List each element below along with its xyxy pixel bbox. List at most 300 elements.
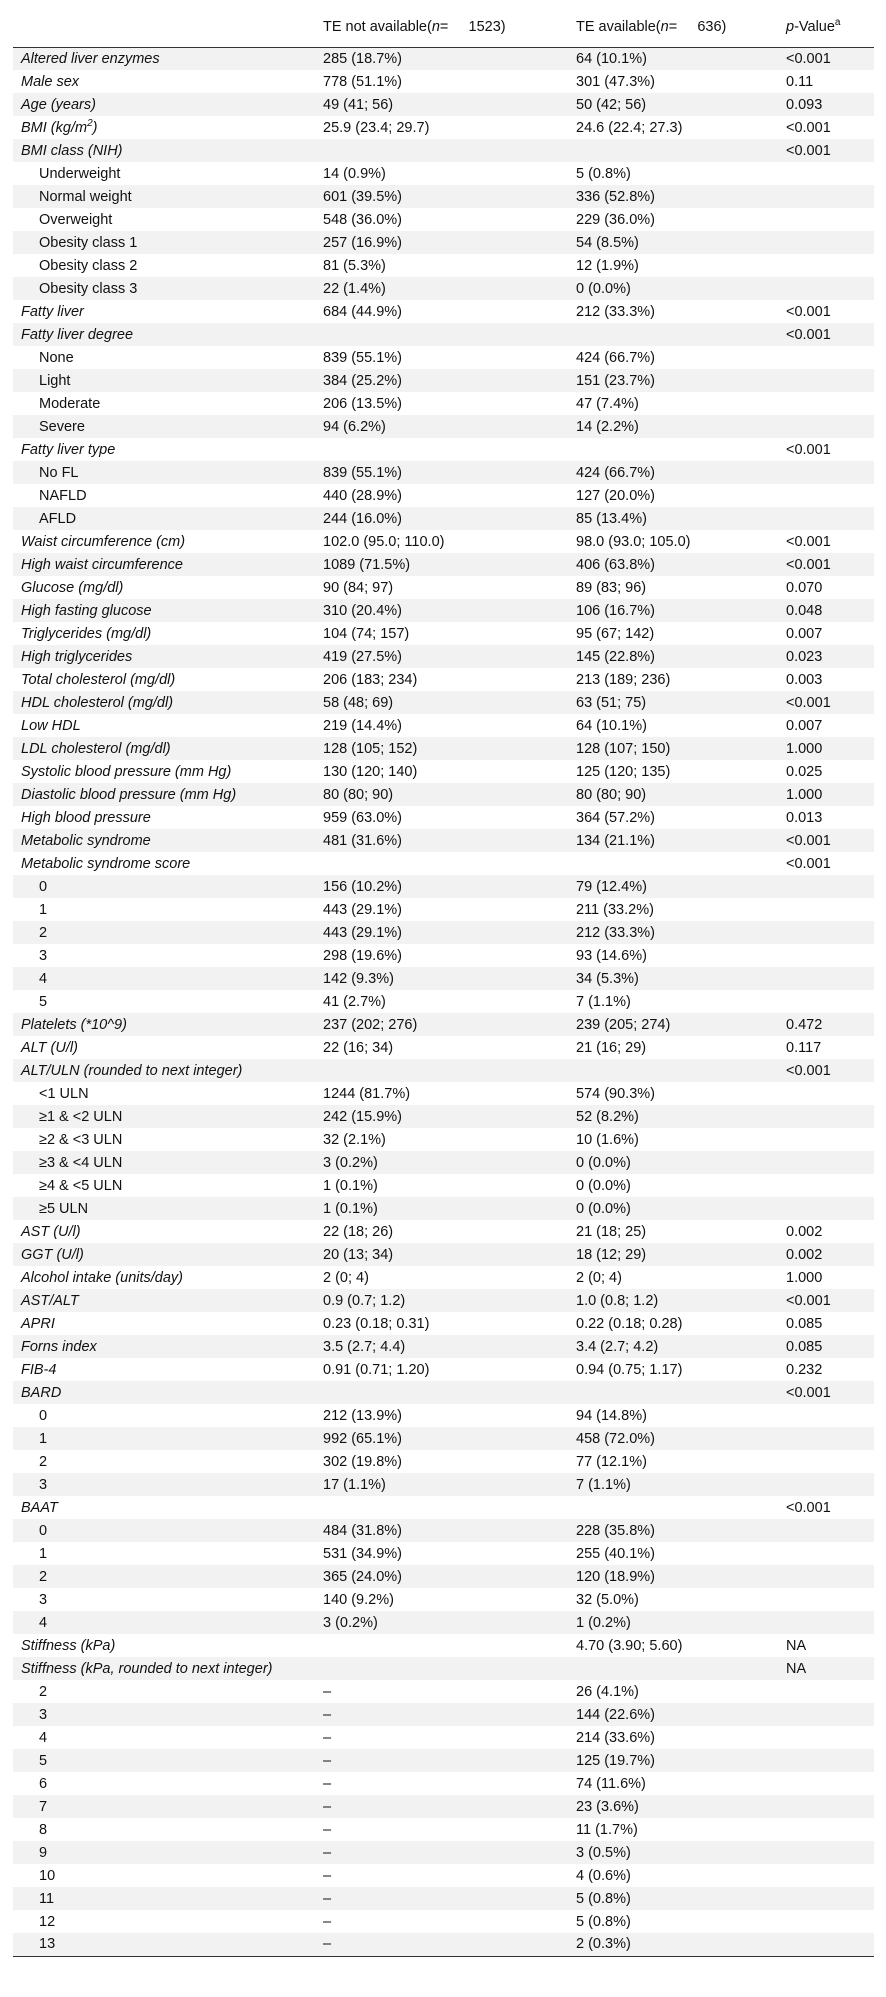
table-row xyxy=(13,1611,874,1634)
cell-te-available: 0.94 (0.75; 1.17) xyxy=(576,1361,683,1378)
table-row xyxy=(13,1289,874,1312)
row-label xyxy=(13,783,315,806)
cell-te-available: 336 (52.8%) xyxy=(576,188,655,205)
cell-p-value: 0.232 xyxy=(786,1361,823,1378)
cell-te-not-available: 3.5 (2.7; 4.4) xyxy=(323,1338,406,1355)
header-p-value-p: p xyxy=(786,18,795,35)
table-row xyxy=(13,47,874,70)
table-row xyxy=(13,208,874,231)
cell-te-available: 1 (0.2%) xyxy=(576,1614,631,1631)
row-label-text: 2 xyxy=(39,1683,48,1700)
cell-te-not-available: 2 (0; 4) xyxy=(323,1269,369,1286)
row-label xyxy=(13,1036,315,1059)
cell-te-available: 52 (8.2%) xyxy=(576,1108,639,1125)
row-label xyxy=(13,1381,315,1404)
cell-te-not-available: 778 (51.1%) xyxy=(323,73,402,90)
cell-te-not-available: 310 (20.4%) xyxy=(323,602,402,619)
table-row xyxy=(13,461,874,484)
cell-te-not-available: 443 (29.1%) xyxy=(323,924,402,941)
cell-te-available: 85 (13.4%) xyxy=(576,510,647,527)
row-label-text: 0 xyxy=(39,1407,48,1424)
table-row xyxy=(13,1841,874,1864)
row-label-text: AFLD xyxy=(39,510,77,527)
table-row xyxy=(13,760,874,783)
cell-p-value: 0.002 xyxy=(786,1223,823,1240)
row-label xyxy=(13,1059,315,1082)
row-label xyxy=(13,1749,315,1772)
cell-p-value: 0.025 xyxy=(786,763,823,780)
row-label xyxy=(13,668,315,691)
cell-te-not-available xyxy=(315,1381,568,1404)
cell-te-available xyxy=(568,438,778,461)
row-label xyxy=(13,967,315,990)
table-row xyxy=(13,599,874,622)
cell-p-value xyxy=(778,1473,874,1496)
cell-te-not-available: 839 (55.1%) xyxy=(323,349,402,366)
cell-p-value xyxy=(778,1519,874,1542)
row-label-text: 4 xyxy=(39,1614,48,1631)
table-row xyxy=(13,553,874,576)
cell-te-available: 239 (205; 274) xyxy=(576,1016,671,1033)
table-row xyxy=(13,116,874,139)
row-label-text: Diastolic blood pressure (mm Hg) xyxy=(21,786,237,803)
table-row xyxy=(13,1795,874,1818)
row-label-text: 4 xyxy=(39,1729,48,1746)
table-row xyxy=(13,1381,874,1404)
row-label-text: 5 xyxy=(39,1752,48,1769)
row-label-text: <1 ULN xyxy=(39,1085,89,1102)
table-body xyxy=(13,47,874,1956)
cell-te-not-available xyxy=(315,139,568,162)
cell-p-value: <0.001 xyxy=(786,1292,831,1309)
table-row xyxy=(13,139,874,162)
cell-te-available: 89 (83; 96) xyxy=(576,579,647,596)
cell-p-value xyxy=(778,967,874,990)
row-label-text: 7 xyxy=(39,1798,48,1815)
row-label-text: 12 xyxy=(39,1913,56,1930)
cell-te-available: 14 (2.2%) xyxy=(576,418,639,435)
row-label xyxy=(13,1473,315,1496)
row-label-text: Forns index xyxy=(21,1338,97,1355)
cell-te-available: 1.0 (0.8; 1.2) xyxy=(576,1292,659,1309)
row-label xyxy=(13,990,315,1013)
comparison-table xyxy=(13,7,874,1957)
cell-p-value xyxy=(778,208,874,231)
cell-te-not-available: – xyxy=(315,1933,568,1956)
cell-te-not-available: 839 (55.1%) xyxy=(323,464,402,481)
row-label-text: ≥5 ULN xyxy=(39,1200,89,1217)
cell-te-not-available: 481 (31.6%) xyxy=(323,832,402,849)
cell-te-available xyxy=(568,1657,778,1680)
row-label xyxy=(13,1312,315,1335)
row-label-text: ≥1 & <2 ULN xyxy=(39,1108,123,1125)
cell-te-not-available: 548 (36.0%) xyxy=(323,211,402,228)
cell-p-value xyxy=(778,461,874,484)
row-label-text: GGT (U/l) xyxy=(21,1246,84,1263)
cell-te-available: 134 (21.1%) xyxy=(576,832,655,849)
cell-te-available: 145 (22.8%) xyxy=(576,648,655,665)
cell-te-not-available xyxy=(315,323,568,346)
cell-te-not-available: 1244 (81.7%) xyxy=(323,1085,411,1102)
row-label-text: Platelets (*10^9) xyxy=(21,1016,127,1033)
cell-te-not-available: – xyxy=(323,1683,332,1700)
cell-te-not-available: – xyxy=(323,1867,332,1884)
row-label-text: 13 xyxy=(39,1936,56,1953)
row-label xyxy=(13,599,315,622)
cell-te-available: 7 (1.1%) xyxy=(576,1476,631,1493)
cell-te-available: 79 (12.4%) xyxy=(576,878,647,895)
row-label xyxy=(13,806,315,829)
cell-te-available: 106 (16.7%) xyxy=(576,602,655,619)
cell-te-available xyxy=(568,1496,778,1519)
cell-te-not-available xyxy=(315,1634,568,1657)
cell-p-value xyxy=(778,944,874,967)
cell-te-available: 21 (18; 25) xyxy=(576,1223,647,1240)
cell-p-value: <0.001 xyxy=(786,1062,831,1079)
row-label-text: BMI class (NIH) xyxy=(21,142,123,159)
cell-p-value xyxy=(778,1588,874,1611)
cell-te-not-available: 0.23 (0.18; 0.31) xyxy=(323,1315,430,1332)
table-row xyxy=(13,1565,874,1588)
table-row xyxy=(13,1726,874,1749)
cell-p-value xyxy=(778,1841,874,1864)
row-label-text: Severe xyxy=(39,418,85,435)
row-label-text: Metabolic syndrome xyxy=(21,832,151,849)
cell-te-available: 5 (0.8%) xyxy=(576,1890,631,1907)
cell-te-available: 47 (7.4%) xyxy=(576,395,639,412)
cell-te-available: 2 (0.3%) xyxy=(568,1933,778,1956)
cell-p-value xyxy=(778,484,874,507)
cell-te-not-available: 104 (74; 157) xyxy=(323,625,410,642)
cell-p-value xyxy=(778,1565,874,1588)
row-label xyxy=(13,1795,315,1818)
cell-p-value: <0.001 xyxy=(786,832,831,849)
cell-te-not-available: 22 (16; 34) xyxy=(323,1039,394,1056)
cell-p-value: 0.007 xyxy=(786,717,823,734)
cell-te-not-available: 1 (0.1%) xyxy=(323,1200,378,1217)
cell-te-available: 128 (107; 150) xyxy=(576,740,671,757)
row-label xyxy=(13,254,315,277)
cell-p-value: <0.001 xyxy=(786,326,831,343)
row-label-text: 3 xyxy=(39,1706,48,1723)
row-label xyxy=(13,369,315,392)
row-label-text: Fatty liver type xyxy=(21,441,116,458)
cell-p-value: <0.001 xyxy=(786,1499,831,1516)
cell-te-available: 424 (66.7%) xyxy=(576,349,655,366)
cell-te-not-available: 959 (63.0%) xyxy=(323,809,402,826)
cell-te-available: 12 (1.9%) xyxy=(576,257,639,274)
row-label-text: High fasting glucose xyxy=(21,602,152,619)
table-row xyxy=(13,1933,874,1956)
row-label xyxy=(13,277,315,300)
row-label-text: High waist circumference xyxy=(21,556,183,573)
cell-te-available: 64 (10.1%) xyxy=(576,50,647,67)
header-p-value-footnote: a xyxy=(834,16,841,28)
cell-p-value: <0.001 xyxy=(786,533,831,550)
row-label-text: Light xyxy=(39,372,71,389)
cell-te-not-available xyxy=(315,1657,568,1680)
cell-p-value xyxy=(778,990,874,1013)
row-label xyxy=(13,1335,315,1358)
cell-te-not-available: 130 (120; 140) xyxy=(323,763,418,780)
cell-te-available: 0 (0.0%) xyxy=(576,1200,631,1217)
cell-te-available: 54 (8.5%) xyxy=(576,234,639,251)
row-label-text: High blood pressure xyxy=(21,809,151,826)
cell-te-not-available: 0.9 (0.7; 1.2) xyxy=(323,1292,406,1309)
row-label-text: BARD xyxy=(21,1384,62,1401)
cell-p-value: 1.000 xyxy=(786,740,823,757)
cell-te-not-available: – xyxy=(323,1706,332,1723)
cell-p-value: <0.001 xyxy=(786,119,831,136)
table-row xyxy=(13,1634,874,1657)
row-label-text: ≥3 & <4 ULN xyxy=(39,1154,123,1171)
row-label-text: 3 xyxy=(39,1591,48,1608)
cell-te-not-available: 102.0 (95.0; 110.0) xyxy=(323,533,445,550)
cell-te-available: 98.0 (93.0; 105.0) xyxy=(576,533,691,550)
header-te-available-count: = 636) xyxy=(668,18,727,35)
cell-te-available: 95 (67; 142) xyxy=(576,625,655,642)
row-label xyxy=(13,208,315,231)
row-label xyxy=(13,1887,315,1910)
cell-p-value xyxy=(778,1680,874,1703)
table-row xyxy=(13,1427,874,1450)
cell-te-available: 125 (120; 135) xyxy=(576,763,671,780)
cell-p-value xyxy=(778,1933,874,1956)
cell-te-available: 424 (66.7%) xyxy=(576,464,655,481)
table-row xyxy=(13,1220,874,1243)
cell-te-not-available: 443 (29.1%) xyxy=(323,901,402,918)
cell-p-value xyxy=(778,1818,874,1841)
cell-te-not-available: – xyxy=(323,1913,332,1930)
cell-te-available: 32 (5.0%) xyxy=(576,1591,639,1608)
cell-te-available: 3 (0.5%) xyxy=(576,1844,631,1861)
table-row xyxy=(13,346,874,369)
cell-p-value: <0.001 xyxy=(786,441,831,458)
row-label xyxy=(13,944,315,967)
cell-te-available xyxy=(568,852,778,875)
table-row xyxy=(13,1013,874,1036)
cell-te-available xyxy=(568,139,778,162)
row-label-text: Stiffness (kPa) xyxy=(21,1637,116,1654)
cell-te-available: 4.70 (3.90; 5.60) xyxy=(576,1637,683,1654)
row-label-text: Male sex xyxy=(21,73,80,90)
header-te-not-available-count: = 1523) xyxy=(439,18,506,35)
cell-te-available: 0.22 (0.18; 0.28) xyxy=(576,1315,683,1332)
row-label-text: Underweight xyxy=(39,165,121,182)
table-row xyxy=(13,1335,874,1358)
cell-te-not-available: 242 (15.9%) xyxy=(323,1108,402,1125)
row-label xyxy=(13,1496,315,1519)
row-label-text: Stiffness (kPa, rounded to next integer) xyxy=(21,1660,273,1677)
table-row xyxy=(13,1588,874,1611)
row-label-text: FIB-4 xyxy=(21,1361,57,1378)
row-label xyxy=(13,1703,315,1726)
cell-p-value: 1.000 xyxy=(786,1269,823,1286)
cell-te-available xyxy=(568,1059,778,1082)
cell-p-value: 0.472 xyxy=(786,1016,823,1033)
cell-te-available: 0 (0.0%) xyxy=(576,1154,631,1171)
row-label xyxy=(13,1542,315,1565)
cell-te-not-available: 94 (6.2%) xyxy=(323,418,386,435)
cell-te-available: 255 (40.1%) xyxy=(576,1545,655,1562)
cell-te-available: 228 (35.8%) xyxy=(576,1522,655,1539)
cell-p-value xyxy=(778,1795,874,1818)
row-label xyxy=(13,645,315,668)
cell-p-value xyxy=(778,1082,874,1105)
cell-te-not-available: – xyxy=(323,1890,332,1907)
row-label xyxy=(13,1841,315,1864)
row-label xyxy=(13,1657,315,1680)
row-label xyxy=(13,1174,315,1197)
row-label-text: ≥2 & <3 ULN xyxy=(39,1131,123,1148)
table-row xyxy=(13,277,874,300)
row-label xyxy=(13,852,315,875)
cell-te-not-available: 237 (202; 276) xyxy=(323,1016,418,1033)
header-variable xyxy=(13,7,315,47)
row-label xyxy=(13,323,315,346)
row-label xyxy=(13,875,315,898)
cell-p-value: <0.001 xyxy=(786,303,831,320)
table-row xyxy=(13,737,874,760)
cell-p-value xyxy=(778,1151,874,1174)
cell-te-not-available: 140 (9.2%) xyxy=(323,1591,394,1608)
cell-p-value: 0.003 xyxy=(786,671,823,688)
cell-p-value xyxy=(778,392,874,415)
cell-p-value: 1.000 xyxy=(786,786,823,803)
cell-te-not-available: – xyxy=(323,1752,332,1769)
row-label xyxy=(13,162,315,185)
table-row xyxy=(13,967,874,990)
row-label xyxy=(13,1588,315,1611)
cell-p-value: 0.11 xyxy=(786,73,814,90)
row-label xyxy=(13,691,315,714)
table-row xyxy=(13,645,874,668)
cell-p-value xyxy=(778,875,874,898)
table-row xyxy=(13,622,874,645)
cell-p-value xyxy=(778,1864,874,1887)
table-row xyxy=(13,990,874,1013)
cell-p-value xyxy=(778,369,874,392)
cell-p-value: 0.070 xyxy=(786,579,823,596)
cell-te-available: 0 (0.0%) xyxy=(576,1177,631,1194)
row-label-text: Obesity class 3 xyxy=(39,280,138,297)
cell-te-available: 77 (12.1%) xyxy=(576,1453,647,1470)
cell-te-available: 3.4 (2.7; 4.2) xyxy=(576,1338,659,1355)
row-label-superscript: 2 xyxy=(87,117,93,129)
table-row xyxy=(13,1036,874,1059)
row-label-text: Systolic blood pressure (mm Hg) xyxy=(21,763,232,780)
row-label xyxy=(13,1220,315,1243)
cell-p-value xyxy=(778,1174,874,1197)
row-label-text: 8 xyxy=(39,1821,48,1838)
row-label-text: Overweight xyxy=(39,211,113,228)
cell-p-value: <0.001 xyxy=(786,50,831,67)
table-row xyxy=(13,1680,874,1703)
cell-te-not-available: 206 (183; 234) xyxy=(323,671,418,688)
cell-te-available: 7 (1.1%) xyxy=(576,993,631,1010)
cell-te-not-available: – xyxy=(323,1844,332,1861)
row-label xyxy=(13,1013,315,1036)
cell-te-not-available: 0.91 (0.71; 1.20) xyxy=(323,1361,430,1378)
row-label-text: Glucose (mg/dl) xyxy=(21,579,124,596)
cell-p-value xyxy=(778,1450,874,1473)
table-row xyxy=(13,1128,874,1151)
row-label-text: ≥4 & <5 ULN xyxy=(39,1177,123,1194)
cell-p-value: <0.001 xyxy=(786,556,831,573)
row-label xyxy=(13,921,315,944)
cell-te-available: 151 (23.7%) xyxy=(576,372,655,389)
row-label-text: ALT/ULN (rounded to next integer) xyxy=(21,1062,243,1079)
row-label-text: Age (years) xyxy=(21,96,96,113)
cell-te-not-available: 384 (25.2%) xyxy=(323,372,402,389)
table-row xyxy=(13,185,874,208)
cell-te-not-available: 14 (0.9%) xyxy=(323,165,386,182)
cell-te-not-available: 684 (44.9%) xyxy=(323,303,402,320)
cell-p-value xyxy=(778,1542,874,1565)
table-row xyxy=(13,691,874,714)
cell-p-value: <0.001 xyxy=(786,694,831,711)
table-row xyxy=(13,783,874,806)
row-label-text: 1 xyxy=(39,901,48,918)
cell-p-value: 0.085 xyxy=(786,1338,823,1355)
cell-te-not-available xyxy=(315,1059,568,1082)
cell-te-not-available: 3 (0.2%) xyxy=(323,1154,378,1171)
table-row xyxy=(13,1059,874,1082)
row-label xyxy=(13,47,315,70)
row-label-text: 3 xyxy=(39,1476,48,1493)
cell-p-value: 0.007 xyxy=(786,625,823,642)
row-label xyxy=(13,1266,315,1289)
row-label-text: Triglycerides (mg/dl) xyxy=(21,625,152,642)
row-label xyxy=(13,1197,315,1220)
cell-te-available: 50 (42; 56) xyxy=(576,96,647,113)
cell-te-not-available: 22 (1.4%) xyxy=(323,280,386,297)
table-row xyxy=(13,484,874,507)
row-label xyxy=(13,898,315,921)
row-label-text: Low HDL xyxy=(21,717,81,734)
cell-te-not-available: 58 (48; 69) xyxy=(323,694,394,711)
row-label xyxy=(13,392,315,415)
cell-te-available: 229 (36.0%) xyxy=(576,211,655,228)
table-row xyxy=(13,1197,874,1220)
row-label-text: No FL xyxy=(39,464,79,481)
table-row xyxy=(13,1151,874,1174)
table-row xyxy=(13,1404,874,1427)
table-row xyxy=(13,1772,874,1795)
cell-p-value: <0.001 xyxy=(786,1384,831,1401)
cell-te-available: 18 (12; 29) xyxy=(576,1246,647,1263)
row-label-text: 4 xyxy=(39,970,48,987)
cell-te-not-available: 219 (14.4%) xyxy=(323,717,402,734)
cell-te-available: 212 (33.3%) xyxy=(576,303,655,320)
cell-p-value xyxy=(778,254,874,277)
cell-te-not-available: 298 (19.6%) xyxy=(323,947,402,964)
cell-te-available: 93 (14.6%) xyxy=(576,947,647,964)
cell-te-not-available: 25.9 (23.4; 29.7) xyxy=(323,119,430,136)
row-label-text: 2 xyxy=(39,924,48,941)
table-row xyxy=(13,1312,874,1335)
row-label-text: Obesity class 2 xyxy=(39,257,138,274)
cell-te-available: 0 (0.0%) xyxy=(576,280,631,297)
row-label-text: ALT (U/l) xyxy=(21,1039,78,1056)
cell-te-not-available: 128 (105; 152) xyxy=(323,740,418,757)
row-label xyxy=(13,185,315,208)
row-label-text: Metabolic syndrome score xyxy=(21,855,191,872)
cell-p-value xyxy=(778,1887,874,1910)
cell-p-value xyxy=(778,1749,874,1772)
cell-te-available: 80 (80; 90) xyxy=(576,786,647,803)
table-row xyxy=(13,1749,874,1772)
